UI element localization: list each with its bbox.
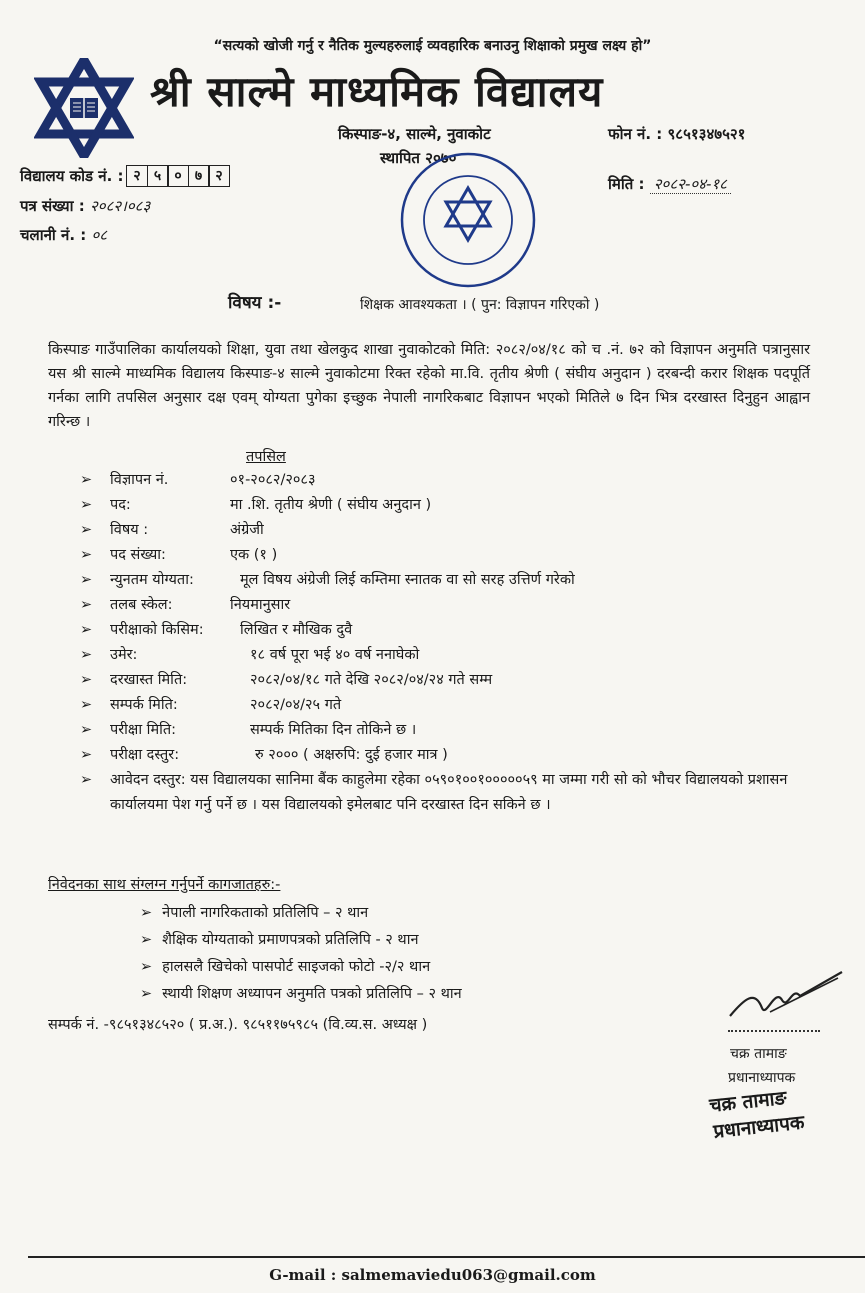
signatory-title: प्रधानाध्यापक xyxy=(728,1070,796,1086)
detail-item xyxy=(80,693,820,718)
chalani-label: चलानी नं. : xyxy=(20,226,87,244)
detail-label: उमेर: xyxy=(110,647,138,663)
dispatch-number xyxy=(20,225,107,245)
code-digit: ७ xyxy=(188,165,210,187)
letter-number xyxy=(20,196,150,216)
signatory-name: चक्र तामाङ xyxy=(730,1046,787,1062)
subject-text: शिक्षक आवश्यकता । ( पुन: विज्ञापन गरिएको ) xyxy=(360,297,600,313)
arrow-bullet-icon: ➢ xyxy=(80,572,93,588)
school-address: किस्पाङ-४, साल्मे, नुवाकोट xyxy=(338,125,491,143)
details-heading: तपसिल xyxy=(246,449,286,465)
detail-value: ०१-२०८२/२०८३ xyxy=(230,472,316,488)
detail-label: पद: xyxy=(110,497,131,513)
patra-label: पत्र संख्या : xyxy=(20,197,85,215)
date-value: २०८२-०४-१८ xyxy=(650,175,731,194)
arrow-bullet-icon: ➢ xyxy=(80,522,93,538)
arrow-bullet-icon: ➢ xyxy=(80,472,93,488)
signature-line xyxy=(728,1030,820,1032)
document-item xyxy=(140,900,462,927)
phone-label: फोन नं. : xyxy=(608,125,663,143)
arrow-bullet-icon: ➢ xyxy=(80,697,93,713)
arrow-bullet-icon: ➢ xyxy=(80,497,93,513)
documents-list xyxy=(140,900,462,1008)
stamp-title: प्रधानाध्यापक xyxy=(712,1111,806,1143)
code-digit: ५ xyxy=(147,165,169,187)
detail-value: २०८२/०४/१८ गते देखि २०८२/०४/२४ गते सम्म xyxy=(250,672,493,688)
handwritten-signature xyxy=(720,968,850,1028)
detail-item xyxy=(80,593,820,618)
detail-item xyxy=(80,643,820,668)
school-seal-star-icon xyxy=(398,150,538,290)
detail-label: परीक्षा मिति: xyxy=(110,722,177,738)
detail-label: दरखास्त मिति: xyxy=(110,672,188,688)
school-motto: “सत्यको खोजी गर्नु र नैतिक मुल्यहरुलाई व्यवहारिक बनाउनु शिक्षाको प्रमुख लक्ष्य हो” xyxy=(213,38,652,54)
school-code xyxy=(20,165,230,187)
detail-value: रु २००० ( अक्षरुपि: दुई हजार मात्र ) xyxy=(255,747,448,763)
detail-value: सम्पर्क मितिका दिन तोकिने छ । xyxy=(250,722,417,738)
document-item xyxy=(140,927,462,954)
detail-value: मूल विषय अंग्रेजी लिई कम्तिमा स्नातक वा सो सरह उत्तिर्ण गरेको xyxy=(240,572,575,588)
school-name: श्री साल्मे माध्यमिक विद्यालय xyxy=(150,67,604,116)
established-year: स्थापित २०७० xyxy=(380,149,457,167)
subject-label: विषय :- xyxy=(228,293,282,313)
arrow-bullet-icon: ➢ xyxy=(80,772,93,788)
detail-value: मा .शि. तृतीय श्रेणी ( संघीय अनुदान ) xyxy=(230,497,432,513)
detail-value: अंग्रेजी xyxy=(230,522,264,538)
detail-item xyxy=(80,718,820,743)
detail-item xyxy=(80,743,820,768)
application-fee-text: आवेदन दस्तुर: यस विद्यालयका सानिमा बैंक काहुलेमा रहेका ०५९०१००१०००००५९ मा जम्मा गरी सो को भौचर विद्यालयको प्रशासन कार्यालयमा पेश गर्नु पर्ने छ । यस विद्यालयको इमेलबाट पनि दरखास्त दिन सकिने छ । xyxy=(110,772,788,813)
detail-label: विषय : xyxy=(110,522,149,538)
code-digit: २ xyxy=(208,165,230,187)
detail-item xyxy=(80,493,820,518)
detail-label: तलब स्केल: xyxy=(110,597,173,613)
footer-divider xyxy=(28,1256,865,1258)
document-text: हालसलै खिचेको पासपोर्ट साइजको फोटो -२/२ थान xyxy=(162,959,431,975)
detail-value: २०८२/०४/२५ गते xyxy=(250,697,342,713)
school-code-boxes xyxy=(128,165,231,187)
date-label: मिति : xyxy=(608,175,645,193)
arrow-bullet-icon: ➢ xyxy=(80,622,93,638)
detail-item xyxy=(80,543,820,568)
documents-heading: निवेदनका साथ संग्लग्न गर्नुपर्ने कागजातहरु:- xyxy=(48,877,281,893)
patra-value: २०८२।०८३ xyxy=(89,197,151,215)
school-logo-star-icon xyxy=(34,58,134,158)
stamp-name: चक्र तामाङ xyxy=(708,1086,788,1117)
detail-label: परीक्षा दस्तुर: xyxy=(110,747,180,763)
arrow-bullet-icon: ➢ xyxy=(140,905,153,921)
document-text: नेपाली नागरिकताको प्रतिलिपि – २ थान xyxy=(162,905,369,921)
document-item xyxy=(140,981,462,1008)
detail-value: नियमानुसार xyxy=(230,597,291,613)
arrow-bullet-icon: ➢ xyxy=(80,747,93,763)
chalani-value: ०८ xyxy=(91,226,108,244)
detail-value: एक (१ ) xyxy=(230,547,278,563)
document-text: स्थायी शिक्षण अध्यापन अनुमति पत्रको प्रतिलिपि – २ थान xyxy=(162,986,462,1002)
detail-label: सम्पर्क मिति: xyxy=(110,697,178,713)
arrow-bullet-icon: ➢ xyxy=(80,672,93,688)
arrow-bullet-icon: ➢ xyxy=(140,932,153,948)
detail-item xyxy=(80,668,820,693)
detail-value: १८ वर्ष पूरा भई ४० वर्ष ननाघेको xyxy=(250,647,420,663)
code-digit: २ xyxy=(126,165,148,187)
footer-email: G-mail : salmemaviedu063@gmail.com xyxy=(269,1266,596,1284)
body-paragraph: किस्पाङ गाउँपालिका कार्यालयको शिक्षा, युवा तथा खेलकुद शाखा नुवाकोटको मिति: २०८२/०४/१८ को च .नं. ७२ को विज्ञापन अनुमति पत्रानुसार यस श्री साल्मे माध्यमिक विद्यालय किस्पाङ-४ साल्मे नुवाकोटमा रिक्त रहेको मा.वि. तृतीय श्रेणी ( संघीय अनुदान ) दरबन्दी करार शिक्षक पदपूर्ति गर्नका लागि तपसिल अनुसार दक्ष एवम् योग्यता पुगेका इच्छुक नेपाली नागरिकबाट विज्ञापन भएको मितिले ७ दिन भित्र दरखास्त दिनुहुन आह्वान गरिन्छ । xyxy=(48,342,810,430)
arrow-bullet-icon: ➢ xyxy=(80,547,93,563)
detail-label: परीक्षाको किसिम: xyxy=(110,622,204,638)
code-digit: ० xyxy=(167,165,189,187)
detail-label: विज्ञापन नं. xyxy=(110,472,169,488)
arrow-bullet-icon: ➢ xyxy=(80,722,93,738)
detail-label: न्युनतम योग्यता: xyxy=(110,572,194,588)
detail-item xyxy=(80,518,820,543)
letter-date xyxy=(608,174,731,194)
school-code-label: विद्यालय कोड नं. : xyxy=(20,167,124,185)
arrow-bullet-icon: ➢ xyxy=(80,597,93,613)
arrow-bullet-icon: ➢ xyxy=(80,647,93,663)
detail-item xyxy=(80,568,820,593)
phone-value: ९८५१३४७५२१ xyxy=(667,125,746,143)
school-phone xyxy=(608,124,746,144)
details-list xyxy=(80,468,820,818)
application-fee-item xyxy=(80,768,820,818)
detail-value: लिखित र मौखिक दुवै xyxy=(240,622,353,638)
document-item xyxy=(140,954,462,981)
document-text: शैक्षिक योग्यताको प्रमाणपत्रको प्रतिलिपि - २ थान xyxy=(162,932,419,948)
detail-label: पद संख्या: xyxy=(110,547,166,563)
arrow-bullet-icon: ➢ xyxy=(140,959,153,975)
detail-item xyxy=(80,618,820,643)
detail-item xyxy=(80,468,820,493)
arrow-bullet-icon: ➢ xyxy=(140,986,153,1002)
contact-numbers: सम्पर्क नं. -९८५१३४८५२० ( प्र.अ.). ९८५११७५९८५ (वि.व्य.स. अध्यक्ष ) xyxy=(48,1017,428,1033)
